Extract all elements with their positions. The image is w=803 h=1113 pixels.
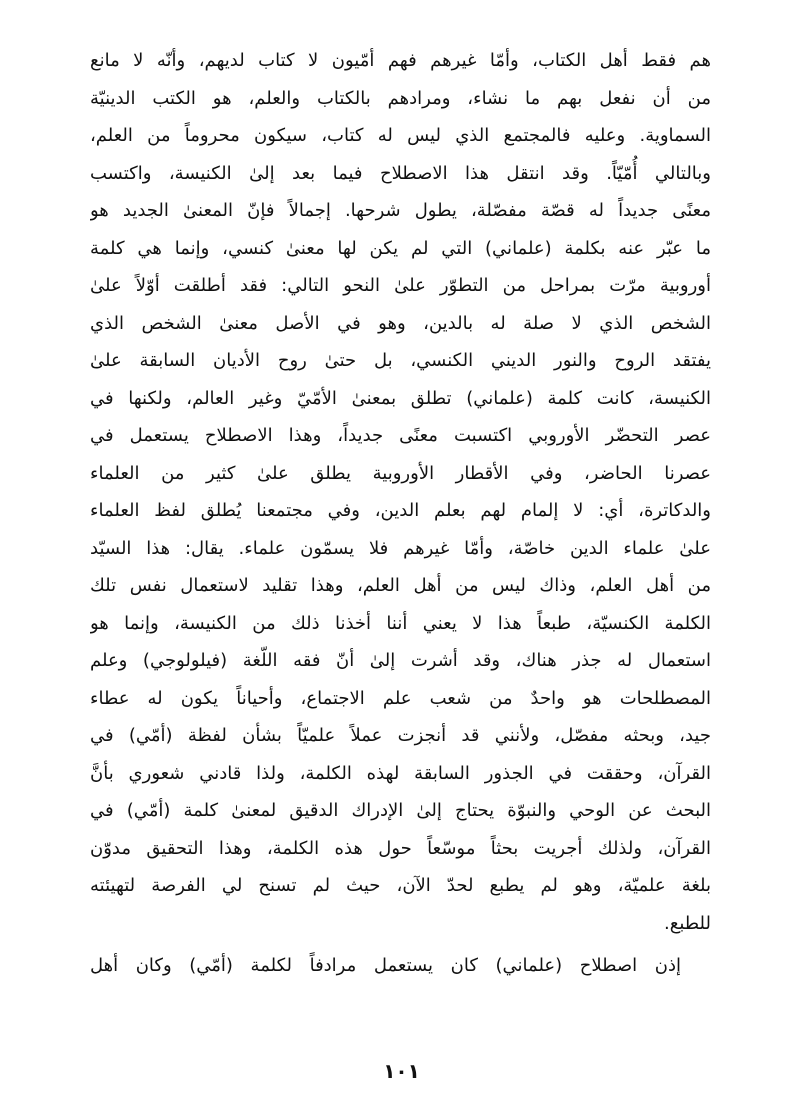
text-line: ما عبّر عنه بكلمة (علماني) التي لم يكن لها معنىٰ كنسي، وإنما هي كلمة bbox=[90, 237, 711, 259]
text-line-paragraph-end: للطبع. bbox=[664, 912, 711, 934]
text-line: معنًى جديداً له قصّة مفصّلة، يطول شرحها. إجمالاً فإنّ المعنىٰ الجديد هو bbox=[90, 200, 711, 221]
text-line: بلغة علميّة، وهو لم يطبع لحدّ الآن، حيث لم تسنح لي الفرصة لتهيئته bbox=[90, 875, 711, 896]
text-line: من أهل العلم، وذاك ليس من أهل العلم، وهذا تقليد لاستعمال نفس تلك bbox=[90, 575, 711, 596]
text-line: استعمال له جذر هناك، وقد أشرت إلىٰ أنّ فقه اللّغة (فيلولوجي) وعلم bbox=[90, 650, 711, 671]
text-line: القرآن، ولذلك أجريت بحثاً موسّعاً حول هذه الكلمة، وهذا التحقيق مدوّن bbox=[90, 837, 711, 859]
text-line: والدكاترة، أي: لا إلمام لهم بعلم الدين، وفي مجتمعنا يُطلق لفظ العلماء bbox=[90, 500, 711, 521]
text-line: أوروبية مرّت بمراحل من التطوّر علىٰ النحو التالي: فقد أطلقت أوّلاً علىٰ bbox=[90, 275, 711, 296]
text-line: يفتقد الروح والنور الديني الكنسي، بل حتىٰ روح الأديان السابقة علىٰ bbox=[90, 350, 711, 371]
text-line-new-paragraph: إذن اصطلاح (علماني) كان يستعمل مرادفاً لكلمة (أمّي) وكان أهل bbox=[90, 955, 681, 976]
body-text bbox=[90, 42, 711, 985]
text-line: علىٰ علماء الدين خاصّة، وأمّا غيرهم فلا يسمّون علماء. يقال: هذا السيّد bbox=[90, 537, 711, 559]
text-line: عصرنا الحاضر، وفي الأقطار الأوروبية يطلق علىٰ كثير من العلماء bbox=[90, 462, 711, 484]
text-line: الشخص الذي لا صلة له بالدين، وهو في الأصل معنىٰ الشخص الذي bbox=[90, 312, 711, 334]
text-line: الكلمة الكنسيّة، طبعاً هذا لا يعني أننا أخذنا ذلك من الكنيسة، وإنما هو bbox=[90, 612, 711, 634]
text-line: من أن نفعل بهم ما نشاء، ومرادهم بالكتاب والعلم، هو الكتب الدينيّة bbox=[90, 87, 711, 109]
text-line: وبالتالي أُمّيّاً. وقد انتقل هذا الاصطلاح فيما بعد إلىٰ الكنيسة، واكتسب bbox=[90, 162, 711, 184]
text-line: عصر التحضّر الأوروبي اكتسبت معنًى جديداً، وهذا الاصطلاح يستعمل في bbox=[90, 425, 711, 446]
text-line: المصطلحات هو واحدٌ من شعب علم الاجتماع، وأحياناً يكون له عطاء bbox=[90, 687, 711, 709]
text-line: هم فقط أهل الكتاب، وأمّا غيرهم فهم أمّيون لا كتاب لديهم، وأنّه لا مانع bbox=[90, 50, 711, 71]
page-number: ١٠١ bbox=[383, 1059, 420, 1083]
text-line: السماوية. وعليه فالمجتمع الذي ليس له كتاب، سيكون محروماً من العلم، bbox=[90, 125, 711, 146]
text-line: القرآن، وحققت في الجذور السابقة لهذه الكلمة، ولذا قادني شعوري بأنَّ bbox=[90, 762, 711, 784]
text-line: البحث عن الوحي والنبوّة يحتاج إلىٰ الإدراك الدقيق لمعنىٰ كلمة (أمّي) في bbox=[90, 800, 711, 821]
text-line: جيد، وبحثه مفصّل، ولأنني قد أنجزت عملاً علميّاً بشأن لفظة (أمّي) في bbox=[90, 725, 711, 746]
text-line: الكنيسة، كانت كلمة (علماني) تطلق بمعنىٰ الأمّيّ وغير العالم، ولكنها في bbox=[90, 387, 711, 409]
